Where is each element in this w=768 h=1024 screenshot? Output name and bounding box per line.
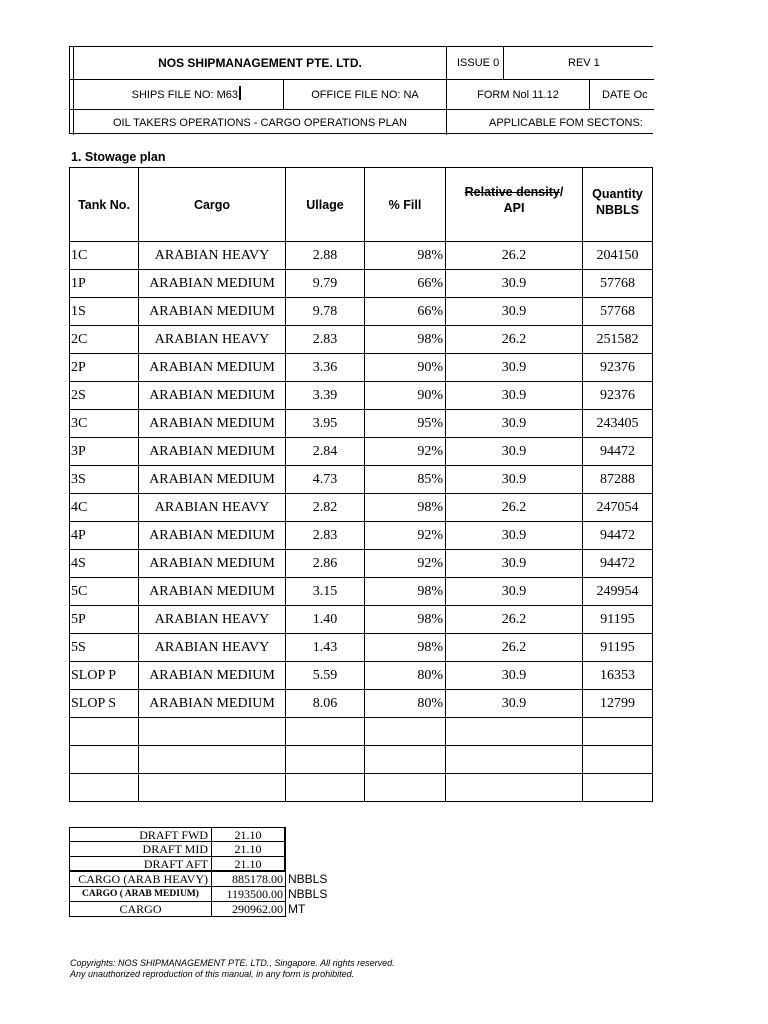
cell-tank-no: 4P [70,522,139,550]
cell-density: 30.9 [446,690,583,718]
cell-tank-no: 2S [70,382,139,410]
header-row-company [70,47,654,80]
cell-ullage: 9.78 [286,298,365,326]
cell-cargo [139,746,286,774]
header-ullage: Ullage [286,168,365,242]
draft-label: CARGO ( ARAB MEDIUM) [69,887,212,902]
cell-ullage: 3.95 [286,410,365,438]
cell-density: 30.9 [446,382,583,410]
cell-density: 30.9 [446,410,583,438]
cell-quantity: 16353 [583,662,653,690]
copyright-line: Copyrights: NOS SHIPMANAGEMENT PTE. LTD., Singapore. All rights reserved. [70,958,395,968]
cell-cargo: ARABIAN MEDIUM [139,690,286,718]
header-density-api: API [503,200,525,215]
cell-fill-percent: 90% [365,354,446,382]
cell-cargo [139,718,286,746]
cell-quantity: 251582 [583,326,653,354]
header-row-files [70,80,654,110]
cell-quantity: 204150 [583,242,653,270]
cell-quantity: 92376 [583,354,653,382]
document-header [69,46,653,134]
table-row [70,634,653,662]
cell-density: 30.9 [446,270,583,298]
draft-value: 885178.00 [212,872,286,887]
cell-cargo: ARABIAN MEDIUM [139,382,286,410]
header-density-struck: Relative density [464,184,560,199]
cell-cargo: ARABIAN HEAVY [139,634,286,662]
cell-density: 30.9 [446,578,583,606]
cell-fill-percent: 66% [365,298,446,326]
cell-ullage [286,746,365,774]
cell-quantity [583,746,653,774]
cell-cargo: ARABIAN HEAVY [139,242,286,270]
table-row [70,354,653,382]
table-row [70,550,653,578]
header-tank-no: Tank No. [70,168,139,242]
cell-quantity: 91195 [583,606,653,634]
stowage-table [69,167,653,802]
ships-file-no: SHIPS FILE NO: M63 [131,88,238,101]
cell-cargo: ARABIAN MEDIUM [139,354,286,382]
draft-label: DRAFT MID [69,842,212,857]
cell-quantity: 94472 [583,438,653,466]
cell-cargo: ARABIAN MEDIUM [139,578,286,606]
table-row [70,494,653,522]
cell-fill-percent [365,718,446,746]
header-quantity-unit: NBBLS [595,202,640,217]
header-cargo: Cargo [139,168,286,242]
cell-quantity: 57768 [583,270,653,298]
cell-tank-no: 2C [70,326,139,354]
cell-tank-no: SLOP P [70,662,139,690]
draft-value: 21.10 [212,827,286,842]
cell-quantity [583,718,653,746]
cell-cargo: ARABIAN HEAVY [139,606,286,634]
cell-fill-percent: 92% [365,550,446,578]
table-header-row [70,168,653,242]
cell-cargo: ARABIAN MEDIUM [139,410,286,438]
cell-ullage: 1.40 [286,606,365,634]
table-row [70,774,653,802]
cell-cargo: ARABIAN MEDIUM [139,550,286,578]
header-quantity [583,168,653,242]
cell-tank-no: 1S [70,298,139,326]
draft-label: CARGO [69,902,212,917]
cell-tank-no [70,774,139,802]
header-quantity-label: Quantity [592,186,643,201]
cell-fill-percent: 95% [365,410,446,438]
table-row [70,746,653,774]
cell-quantity: 92376 [583,382,653,410]
cell-quantity: 94472 [583,522,653,550]
table-row [70,466,653,494]
cell-tank-no: 4S [70,550,139,578]
cell-density: 30.9 [446,298,583,326]
rev-label: REV 1 [568,57,600,69]
table-row [70,606,653,634]
cell-ullage: 2.88 [286,242,365,270]
table-row [70,662,653,690]
cell-density: 30.9 [446,466,583,494]
cell-cargo: ARABIAN HEAVY [139,494,286,522]
table-row [70,578,653,606]
cell-cargo: ARABIAN MEDIUM [139,466,286,494]
cell-fill-percent: 92% [365,438,446,466]
draft-unit: NBBLS [288,887,328,901]
draft-value: 21.10 [212,842,286,857]
draft-value: 21.10 [212,857,286,872]
cell-quantity: 94472 [583,550,653,578]
cell-tank-no: 4C [70,494,139,522]
draft-unit: NBBLS [288,872,328,886]
cell-ullage [286,718,365,746]
cell-ullage: 2.86 [286,550,365,578]
section-title: 1. Stowage plan [71,150,166,164]
cell-fill-percent: 98% [365,578,446,606]
header-fill: % Fill [365,168,446,242]
cell-quantity: 249954 [583,578,653,606]
cell-ullage: 2.82 [286,494,365,522]
cell-ullage: 2.83 [286,326,365,354]
cell-density: 26.2 [446,494,583,522]
table-row [70,270,653,298]
cell-quantity: 91195 [583,634,653,662]
cell-density: 26.2 [446,606,583,634]
cell-tank-no [70,718,139,746]
cell-density: 30.9 [446,662,583,690]
cell-tank-no: SLOP S [70,690,139,718]
cell-fill-percent: 90% [365,382,446,410]
cell-ullage: 3.15 [286,578,365,606]
cell-fill-percent [365,774,446,802]
table-row [70,410,653,438]
cell-fill-percent: 98% [365,326,446,354]
cell-cargo: ARABIAN MEDIUM [139,522,286,550]
header-density-slash: / [559,184,564,199]
cell-fill-percent: 92% [365,522,446,550]
cell-fill-percent: 66% [365,270,446,298]
cell-fill-percent: 98% [365,634,446,662]
cell-ullage: 2.83 [286,522,365,550]
cell-tank-no: 5S [70,634,139,662]
cell-fill-percent: 85% [365,466,446,494]
table-row [70,690,653,718]
cell-quantity: 243405 [583,410,653,438]
draft-value: 290962.00 [212,902,286,917]
cell-ullage: 2.84 [286,438,365,466]
cell-quantity: 247054 [583,494,653,522]
cell-density: 30.9 [446,354,583,382]
cell-fill-percent: 80% [365,690,446,718]
cell-cargo: ARABIAN HEAVY [139,326,286,354]
cell-quantity: 87288 [583,466,653,494]
cell-quantity: 12799 [583,690,653,718]
cell-cargo: ARABIAN MEDIUM [139,662,286,690]
copyright-footer [70,958,395,980]
cell-tank-no: 1P [70,270,139,298]
cell-ullage [286,774,365,802]
draft-value: 1193500.00 [212,887,286,902]
cell-ullage: 5.59 [286,662,365,690]
cell-density: 26.2 [446,242,583,270]
cell-fill-percent: 80% [365,662,446,690]
draft-label: CARGO (ARAB HEAVY) [69,872,212,887]
cell-density: 30.9 [446,438,583,466]
document-date: DATE Oc [602,88,648,101]
cell-fill-percent: 98% [365,606,446,634]
cell-ullage: 3.36 [286,354,365,382]
cell-density: 30.9 [446,550,583,578]
cell-ullage: 4.73 [286,466,365,494]
header-density [446,168,583,242]
plan-title: OIL TAKERS OPERATIONS - CARGO OPERATIONS PLAN [112,116,407,129]
draft-unit: MT [288,902,306,916]
header-row-title [70,110,654,135]
issue-label: ISSUE 0 [457,57,500,69]
cell-density: 30.9 [446,522,583,550]
cell-ullage: 8.06 [286,690,365,718]
cell-cargo: ARABIAN MEDIUM [139,298,286,326]
cell-ullage: 9.79 [286,270,365,298]
cell-tank-no: 2P [70,354,139,382]
cell-density [446,774,583,802]
table-row [70,718,653,746]
table-row [70,326,653,354]
cell-cargo: ARABIAN MEDIUM [139,438,286,466]
table-row [70,438,653,466]
cell-density [446,746,583,774]
cell-tank-no: 3S [70,466,139,494]
table-row [70,242,653,270]
cell-density: 26.2 [446,326,583,354]
cell-quantity: 57768 [583,298,653,326]
cell-fill-percent: 98% [365,494,446,522]
cell-density: 26.2 [446,634,583,662]
table-row [70,522,653,550]
office-file-no: OFFICE FILE NO: NA [311,88,419,101]
cell-tank-no: 5C [70,578,139,606]
cell-tank-no [70,746,139,774]
form-no: FORM Nol 11.12 [477,88,559,101]
cell-ullage: 3.39 [286,382,365,410]
cell-density [446,718,583,746]
table-row [70,382,653,410]
cell-cargo [139,774,286,802]
table-row [70,298,653,326]
company-name: NOS SHIPMANAGEMENT PTE. LTD. [158,56,362,70]
cell-tank-no: 3C [70,410,139,438]
cell-fill-percent [365,746,446,774]
cell-tank-no: 1C [70,242,139,270]
reproduction-notice: Any unauthorized reproduction of this manual, in any form is prohibited. [70,969,355,979]
cell-quantity [583,774,653,802]
cell-ullage: 1.43 [286,634,365,662]
cell-tank-no: 3P [70,438,139,466]
applicable-sections: APPLICABLE FOM SECTONS: [489,116,643,129]
cell-cargo: ARABIAN MEDIUM [139,270,286,298]
cell-fill-percent: 98% [365,242,446,270]
draft-label: DRAFT FWD [69,827,212,842]
cell-tank-no: 5P [70,606,139,634]
draft-label: DRAFT AFT [69,857,212,872]
